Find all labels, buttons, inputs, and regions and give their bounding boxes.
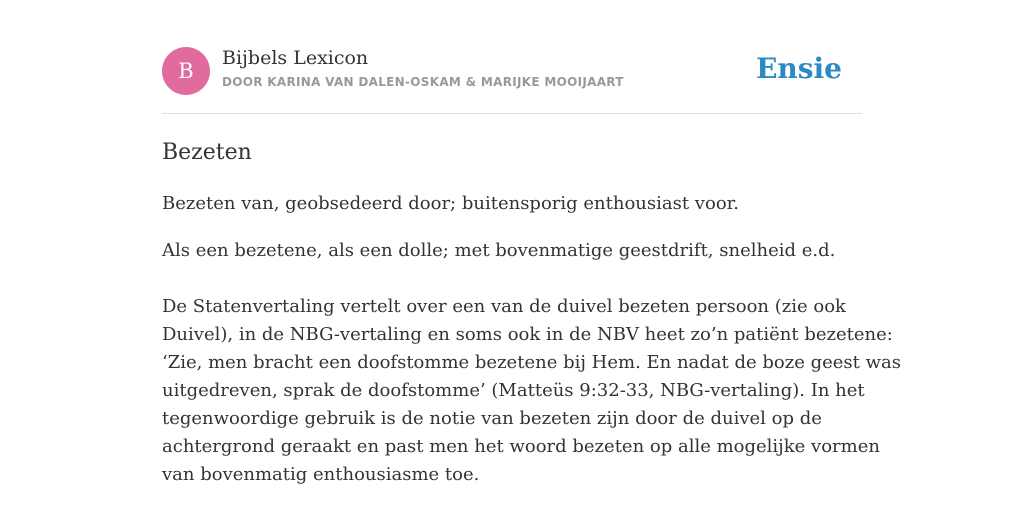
book-authors: DOOR KARINA VAN DALEN-OSKAM & MARIJKE MOOIJAART: [222, 75, 624, 89]
explanation-line: tegenwoordige gebruik is de notie van bezeten zijn door de duivel op de: [162, 408, 822, 429]
explanation-line: ‘Zie, men bracht een doofstomme bezetene bij Hem. En nadat de boze geest was: [162, 352, 902, 373]
entry-title: Bezeten: [162, 140, 252, 165]
entry-definition: Bezeten van, geobsedeerd door; buitensporig enthousiast voor.: [162, 193, 740, 214]
entry-explanation: [162, 293, 902, 489]
explanation-line: De Statenvertaling vertelt over een van de duivel bezeten persoon (zie ook: [162, 296, 846, 317]
explanation-line: Duivel), in de NBG-vertaling en soms ook in de NBV heet zo’n patiënt bezetene:: [162, 324, 893, 345]
explanation-line: uitgedreven, sprak de doofstomme’ (Matteüs 9:32-33, NBG-vertaling). In het: [162, 380, 865, 401]
page-container: [162, 0, 902, 485]
ensie-logo[interactable]: Ensie: [756, 52, 842, 85]
avatar[interactable]: B: [162, 47, 210, 95]
book-title[interactable]: Bijbels Lexicon: [222, 47, 369, 69]
explanation-line: van bovenmatig enthousiasme toe.: [162, 464, 480, 485]
explanation-line: achtergrond geraakt en past men het woord bezeten op alle mogelijke vormen: [162, 436, 880, 457]
header: [162, 0, 862, 114]
entry-usage: Als een bezetene, als een dolle; met bovenmatige geestdrift, snelheid e.d.: [162, 240, 836, 261]
